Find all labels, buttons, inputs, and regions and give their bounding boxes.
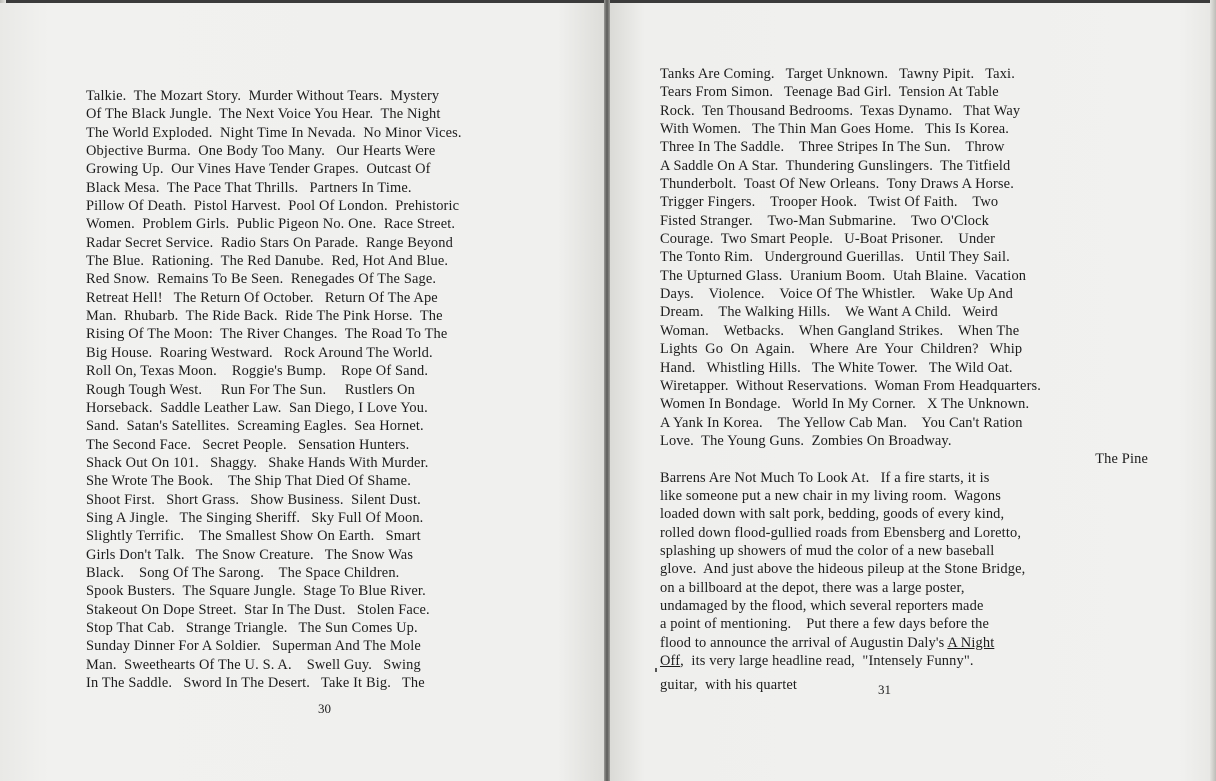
- right-page-edge: [1210, 0, 1216, 781]
- text-line: Shack Out On 101. Shaggy. Shake Hands With Murder.: [86, 454, 429, 471]
- title-line-suffix: , its very large headline read, "Intensely Funny".: [680, 653, 974, 669]
- text-line: Big House. Roaring Westward. Rock Around The World.: [86, 344, 433, 361]
- text-line: on a billboard at the depot, there was a large poster,: [660, 579, 965, 596]
- trailing-text-line: guitar, with his quartet: [660, 677, 798, 694]
- left-page-number: 30: [318, 701, 331, 716]
- text-line: rolled down flood-gullied roads from Ebensberg and Loretto,: [660, 524, 1022, 541]
- text-line: The Tonto Rim. Underground Guerillas. Until They Sail.: [660, 249, 1010, 266]
- text-line: Wiretapper. Without Reservations. Woman From Headquarters.: [660, 377, 1042, 394]
- text-line: a point of mentioning. Put there a few days before the: [660, 616, 990, 633]
- text-line: Sunday Dinner For A Soldier. Superman And The Mole: [86, 638, 421, 655]
- text-line: She Wrote The Book. The Ship That Died Of Shame.: [86, 473, 411, 490]
- text-line: A Saddle On A Star. Thundering Gunslingers. The Titfield: [660, 157, 1011, 174]
- text-line: splashing up showers of mud the color of a new baseball: [660, 542, 995, 559]
- right-page-number: 31: [878, 682, 891, 697]
- text-line: Trigger Fingers. Trooper Hook. Twist Of Faith. Two: [660, 194, 999, 211]
- text-line: In The Saddle. Sword In The Desert. Take It Big. The: [86, 675, 425, 691]
- text-line: Women. Problem Girls. Public Pigeon No. One. Race Street.: [86, 216, 456, 233]
- text-line: Rock. Ten Thousand Bedrooms. Texas Dynamo. That Way: [660, 102, 1021, 119]
- text-line: Radar Secret Service. Radio Stars On Parade. Range Beyond: [86, 234, 453, 251]
- stray-mark: [655, 668, 657, 672]
- text-line: Talkie. The Mozart Story. Murder Without Tears. Mystery: [86, 88, 440, 104]
- text-line: Sing A Jingle. The Singing Sheriff. Sky Full Of Moon.: [86, 509, 424, 526]
- text-line: Fisted Stranger. Two-Man Submarine. Two O'Clock: [660, 212, 989, 229]
- text-line: Slightly Terrific. The Smallest Show On Earth. Smart: [86, 528, 421, 545]
- underlined-title-part-2: Off: [660, 653, 681, 669]
- text-line: Tears From Simon. Teenage Bad Girl. Tension At Table: [660, 84, 999, 101]
- text-line: Days. Violence. Voice Of The Whistler. Wake Up And: [660, 286, 1013, 303]
- text-line: Women In Bondage. World In My Corner. X The Unknown.: [660, 396, 1030, 413]
- text-line-right-aligned: The Pine: [1095, 451, 1148, 468]
- text-line: Barrens Are Not Much To Look At. If a fire starts, it is: [660, 469, 990, 486]
- text-line: Lights Go On Again. Where Are Your Children? Whip: [660, 341, 1023, 358]
- text-line: Black Mesa. The Pace That Thrills. Partners In Time.: [86, 179, 412, 196]
- text-line: Rising Of The Moon: The River Changes. The Road To The: [86, 326, 448, 343]
- text-line: Horseback. Saddle Leather Law. San Diego, I Love You.: [86, 399, 428, 416]
- text-line: Of The Black Jungle. The Next Voice You Hear. The Night: [86, 106, 441, 123]
- right-page: [608, 3, 1216, 781]
- text-line: Rough Tough West. Run For The Sun. Rustlers On: [86, 381, 415, 398]
- text-line: With Women. The Thin Man Goes Home. This Is Korea.: [660, 121, 1010, 138]
- text-line: loaded down with salt pork, bedding, goods of every kind,: [660, 506, 1005, 523]
- text-line: Man. Sweethearts Of The U. S. A. Swell Guy. Swing: [86, 656, 421, 673]
- text-line: Woman. Wetbacks. When Gangland Strikes. When The: [660, 322, 1020, 339]
- text-line: glove. And just above the hideous pileup at the Stone Bridge,: [660, 561, 1026, 578]
- text-line: Retreat Hell! The Return Of October. Return Of The Ape: [86, 289, 438, 306]
- text-line: Hand. Whistling Hills. The White Tower. The Wild Oat.: [660, 359, 1013, 376]
- text-line: Three In The Saddle. Three Stripes In The Sun. Throw: [660, 139, 1005, 156]
- right-page-text: [660, 65, 1148, 695]
- text-line: The Second Face. Secret People. Sensation Hunters.: [86, 436, 410, 453]
- text-line: Man. Rhubarb. The Ride Back. Ride The Pink Horse. The: [86, 308, 443, 325]
- text-line: Roll On, Texas Moon. Roggie's Bump. Rope Of Sand.: [86, 363, 429, 380]
- text-line: Spook Busters. The Square Jungle. Stage To Blue River.: [86, 583, 426, 600]
- underlined-title-part-1: A Night: [947, 634, 995, 651]
- text-line: Thunderbolt. Toast Of New Orleans. Tony Draws A Horse.: [660, 176, 1014, 193]
- text-line-with-title: [660, 634, 1148, 652]
- text-line: The Upturned Glass. Uranium Boom. Utah Blaine. Vacation: [660, 267, 1027, 284]
- text-line: Dream. The Walking Hills. We Want A Child. Weird: [660, 304, 998, 321]
- text-line: Love. The Young Guns. Zombies On Broadway.: [660, 432, 952, 449]
- text-line: undamaged by the flood, which several reporters made: [660, 597, 984, 614]
- left-page: [0, 3, 606, 781]
- text-line: Courage. Two Smart People. U-Boat Prisoner. Under: [660, 231, 996, 248]
- text-line: Stakeout On Dope Street. Star In The Dust. Stolen Face.: [86, 601, 430, 618]
- text-line: Growing Up. Our Vines Have Tender Grapes. Outcast Of: [86, 161, 431, 178]
- title-line-prefix: flood to announce the arrival of Augustin Daly's: [660, 634, 948, 651]
- text-line: The Blue. Rationing. The Red Danube. Red, Hot And Blue.: [86, 253, 449, 270]
- text-line: Pillow Of Death. Pistol Harvest. Pool Of London. Prehistoric: [86, 198, 460, 215]
- text-line: The World Exploded. Night Time In Nevada. No Minor Vices.: [86, 124, 462, 141]
- text-line: Girls Don't Talk. The Snow Creature. The Snow Was: [86, 546, 414, 563]
- text-line-with-title-cont: [660, 652, 1148, 670]
- text-line: Black. Song Of The Sarong. The Space Children.: [86, 564, 400, 581]
- text-line: Shoot First. Short Grass. Show Business. Silent Dust.: [86, 491, 421, 508]
- book-gutter: [604, 0, 610, 781]
- text-line: Objective Burma. One Body Too Many. Our Hearts Were: [86, 143, 436, 160]
- text-line: A Yank In Korea. The Yellow Cab Man. You Can't Ration: [660, 414, 1023, 431]
- text-line: Sand. Satan's Satellites. Screaming Eagles. Sea Hornet.: [86, 418, 424, 435]
- text-line: Tanks Are Coming. Target Unknown. Tawny Pipit. Taxi.: [660, 66, 1015, 82]
- text-line: Red Snow. Remains To Be Seen. Renegades Of The Sage.: [86, 271, 437, 288]
- text-line: Stop That Cab. Strange Triangle. The Sun Comes Up.: [86, 619, 418, 636]
- left-page-text: [86, 87, 462, 692]
- text-line: like someone put a new chair in my living room. Wagons: [660, 487, 1001, 504]
